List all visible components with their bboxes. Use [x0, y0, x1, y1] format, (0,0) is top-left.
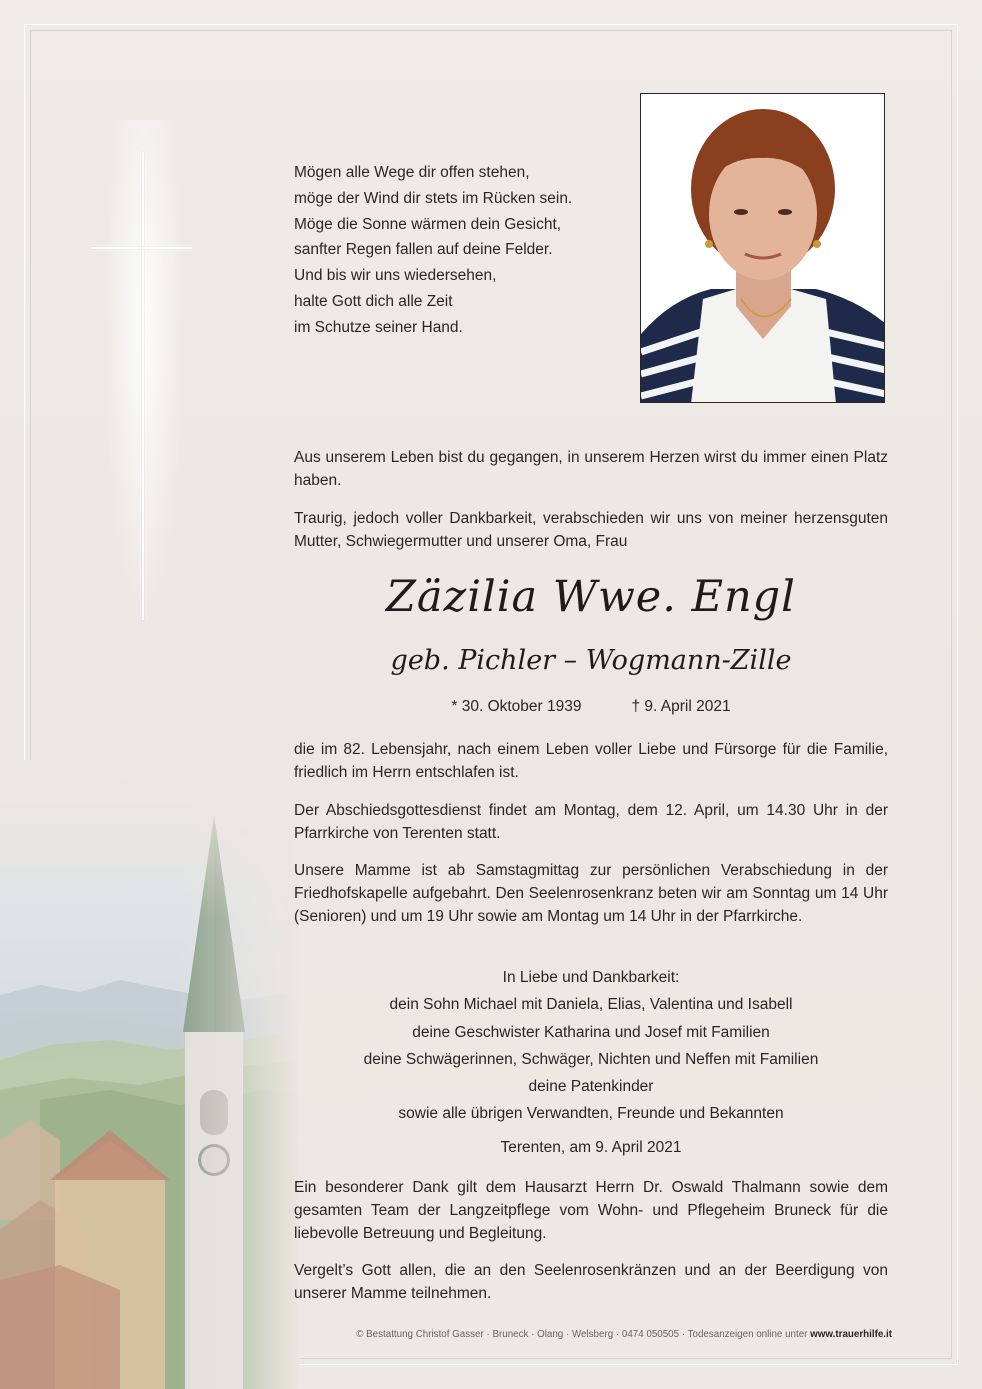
death-date: † 9. April 2021: [631, 698, 731, 715]
poem-line: Und bis wir uns wiedersehen,: [294, 267, 497, 285]
mourners-line: In Liebe und Dankbarkeit:: [502, 969, 680, 986]
life-dates: [294, 698, 888, 716]
deceased-name: Zäzilia Wwe. Engl: [386, 572, 796, 622]
thanks-paragraph: Vergelt’s Gott allen, die an den Seelenrosenkränzen und an der Beerdigung von unserer Mamme teilnehmen.: [294, 1262, 888, 1302]
footer-text: © Bestattung Christof Gasser · Bruneck · Olang · Welsberg · 0474 050505 · Todesanzeigen online unter: [356, 1329, 811, 1340]
mourners-list: [294, 964, 888, 1128]
birth-date: * 30. Oktober 1939: [451, 698, 582, 715]
poem-line: möge der Wind dir stets im Rücken sein.: [294, 189, 573, 207]
birth-name: geb. Pichler – Wogmann-Zille: [390, 645, 792, 676]
poem: [294, 160, 624, 341]
cross-glow: [104, 120, 184, 630]
mourners-line: sowie alle übrigen Verwandten, Freunde und Bekannten: [398, 1105, 784, 1123]
poem-line: sanfter Regen fallen auf deine Felder.: [294, 241, 553, 259]
mourners-line: deine Schwägerinnen, Schwäger, Nichten und Neffen mit Familien: [363, 1050, 819, 1068]
intro-text: Traurig, jedoch voller Dankbarkeit, verabschieden wir uns von meiner herzensguten Mutter, Schwiegermutter und unserer Oma, Frau: [294, 510, 888, 550]
body-paragraph: Unsere Mamme ist ab Samstagmittag zur persönlichen Verabschiedung in der Friedhofskapelle aufgebahrt. Den Seelenrosenkranz beten wir am Sonntag um 14 Uhr (Senioren) und um 19 Uhr sowie am Montag um 14 Uhr in der Pfarrkirche.: [294, 862, 888, 925]
church-landscape-image: [0, 760, 300, 1389]
website-link[interactable]: www.trauerhilfe.it: [810, 1329, 892, 1340]
mourners-line: deine Geschwister Katharina und Josef mit Familien: [412, 1023, 770, 1041]
thanks-paragraph: Ein besonderer Dank gilt dem Hausarzt Herrn Dr. Oswald Thalmann sowie dem gesamten Team der Langzeitpflege vom Wohn- und Pflegeheim Bruneck für die liebevolle Betreuung und Begleitung.: [294, 1179, 888, 1242]
intro-text: Aus unserem Leben bist du gegangen, in unserem Herzen wirst du immer einen Platz haben.: [294, 449, 888, 489]
body-paragraph: die im 82. Lebensjahr, nach einem Leben voller Liebe und Fürsorge für die Familie, friedlich im Herrn entschlafen ist.: [294, 741, 888, 781]
mourners-line: dein Sohn Michael mit Daniela, Elias, Valentina und Isabell: [389, 996, 793, 1014]
portrait-photo: [640, 93, 885, 403]
mourners-line: deine Patenkinder: [528, 1078, 654, 1096]
poem-line: im Schutze seiner Hand.: [294, 318, 463, 336]
footer: [240, 1329, 892, 1340]
poem-line: halte Gott dich alle Zeit: [294, 292, 453, 310]
body-paragraph: Der Abschiedsgottesdienst findet am Montag, dem 12. April, um 14.30 Uhr in der Pfarrkirche von Terenten statt.: [294, 802, 888, 842]
poem-line: Mögen alle Wege dir offen stehen,: [294, 164, 530, 181]
place-date: Terenten, am 9. April 2021: [500, 1139, 682, 1156]
poem-line: Möge die Sonne wärmen dein Gesicht,: [294, 215, 562, 233]
